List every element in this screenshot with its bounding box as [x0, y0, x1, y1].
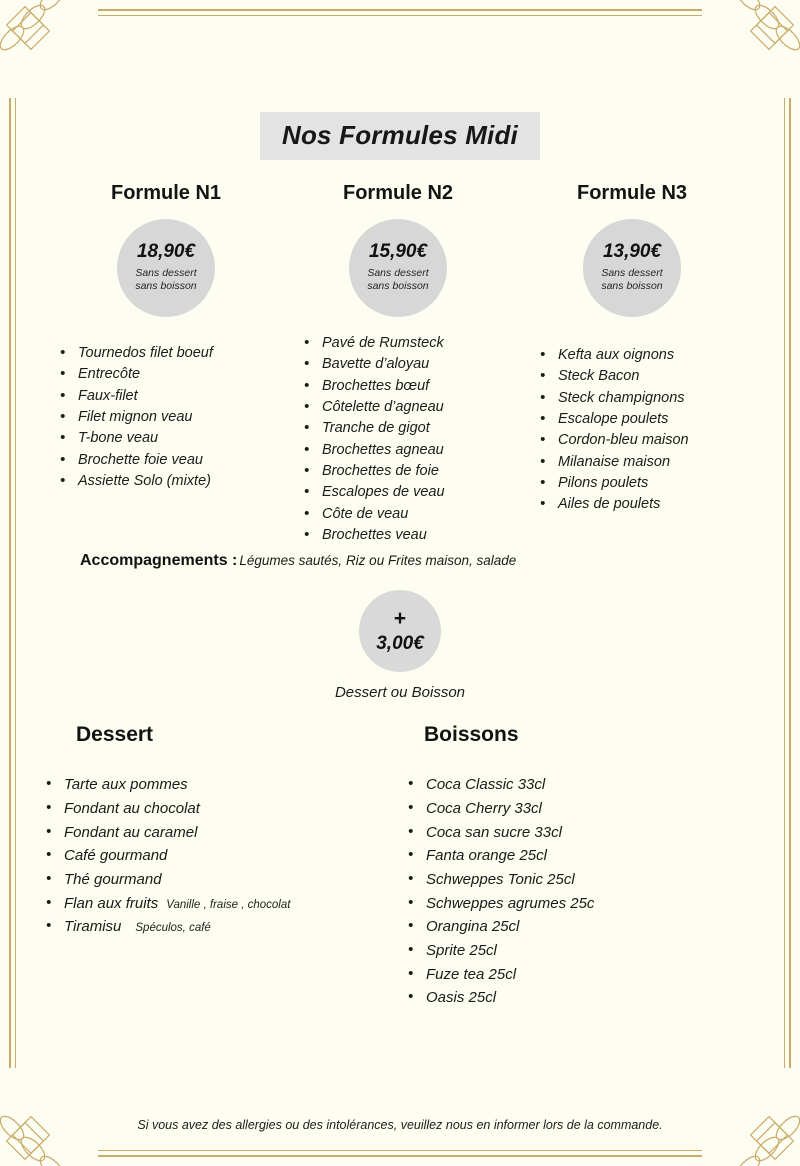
list-item: • Steck champignons	[538, 388, 750, 409]
list-item: • Côte de veau	[302, 504, 514, 525]
list-item: • Fanta orange 25cl	[406, 844, 766, 868]
dessert-section	[34, 723, 400, 1010]
list-item: • Milanaise maison	[538, 452, 750, 473]
list-item: • Coca Cherry 33cl	[406, 797, 766, 821]
list-item-annotation: Vanille , fraise , chocolat	[166, 898, 291, 911]
price-badge	[117, 219, 215, 317]
list-item-label: Tiramisu	[64, 918, 122, 936]
list-item	[44, 797, 400, 821]
list-item: • Schweppes agrumes 25c	[406, 892, 766, 916]
list-item: • Coca Classic 33cl	[406, 773, 766, 797]
price-badge	[349, 219, 447, 317]
price-badge	[583, 219, 681, 317]
list-item	[44, 773, 400, 797]
price-amount: 15,90€	[368, 240, 428, 262]
price-amount: 18,90€	[136, 240, 196, 262]
list-item: • Tournedos filet boeuf	[58, 343, 282, 364]
page-title: Nos Formules Midi	[260, 112, 540, 160]
list-item: • Entrecôte	[58, 364, 282, 385]
list-item: • Brochettes veau	[302, 525, 514, 546]
formule-title: Formule N3	[576, 182, 688, 204]
price-note	[367, 267, 428, 294]
formule-item-list-2	[282, 333, 514, 546]
list-item	[44, 868, 400, 892]
list-item-label: Thé gourmand	[64, 870, 162, 888]
price-note-line2: sans boisson	[367, 280, 429, 293]
list-item: • Oasis 25cl	[406, 986, 766, 1010]
list-item: • Orangina 25cl	[406, 915, 766, 939]
list-item-annotation: Spéculos, café	[135, 922, 211, 935]
list-item: • Pavé de Rumsteck	[302, 333, 514, 354]
accompagnements-label: Accompagnements :	[80, 552, 238, 570]
list-item-label: Tarte aux pommes	[64, 776, 188, 794]
list-item: • T-bone veau	[58, 428, 282, 449]
supplement-plus: +	[393, 607, 407, 631]
list-item: • Brochette foie veau	[58, 450, 282, 471]
list-item: • Schweppes Tonic 25cl	[406, 868, 766, 892]
list-item: • Sprite 25cl	[406, 939, 766, 963]
boissons-heading: Boissons	[424, 723, 519, 747]
dessert-item-list	[34, 773, 400, 939]
list-item-label: Fondant au caramel	[64, 823, 198, 841]
price-amount: 13,90€	[602, 240, 662, 262]
price-note	[135, 267, 196, 294]
formule-item-list-3	[514, 345, 750, 516]
dessert-heading: Dessert	[76, 723, 154, 747]
list-item: • Steck Bacon	[538, 366, 750, 387]
formule-item-list-1	[50, 343, 282, 492]
list-item: • Bavette d’aloyau	[302, 354, 514, 375]
list-item-label: Flan aux fruits	[64, 894, 159, 912]
formule-title: Formule N1	[110, 182, 222, 204]
list-item: • Coca san sucre 33cl	[406, 821, 766, 845]
price-note-line2: sans boisson	[601, 280, 663, 293]
price-note-line1: Sans dessert	[135, 266, 197, 279]
supplement-amount: 3,00€	[376, 633, 424, 655]
formule-column-2	[282, 182, 514, 546]
list-item: • Côtelette d’agneau	[302, 397, 514, 418]
list-item: • Tranche de gigot	[302, 418, 514, 439]
list-item: • Filet mignon veau	[58, 407, 282, 428]
boissons-item-list	[400, 773, 766, 1010]
list-item	[44, 821, 400, 845]
list-item: • Escalope poulets	[538, 409, 750, 430]
list-item: • Brochettes agneau	[302, 440, 514, 461]
price-note	[601, 267, 662, 294]
accompagnements-row	[34, 552, 766, 570]
list-item: • Cordon-bleu maison	[538, 430, 750, 451]
price-note-line1: Sans dessert	[367, 266, 429, 279]
list-item: • Brochettes de foie	[302, 461, 514, 482]
list-item: • Kefta aux oignons	[538, 345, 750, 366]
list-item: • Assiette Solo (mixte)	[58, 471, 282, 492]
list-item-label: Café gourmand	[64, 847, 168, 865]
list-item	[44, 844, 400, 868]
boissons-section	[400, 723, 766, 1010]
list-item: • Brochettes bœuf	[302, 376, 514, 397]
allergy-notice: Si vous avez des allergies ou des intolérances, veuillez nous en informer lors de la commande.	[137, 1118, 663, 1132]
list-item: • Faux-filet	[58, 386, 282, 407]
title-container	[34, 112, 766, 160]
price-note-line2: sans boisson	[135, 280, 197, 293]
list-item: • Fuze tea 25cl	[406, 963, 766, 987]
list-item: • Ailes de poulets	[538, 494, 750, 515]
supplement-section	[34, 590, 766, 701]
formule-column-3	[514, 182, 750, 546]
list-item	[44, 892, 400, 916]
list-item: • Escalopes de veau	[302, 482, 514, 503]
supplement-caption: Dessert ou Boisson	[334, 684, 466, 702]
accompagnements-value: Légumes sautés, Riz ou Frites maison, salade	[239, 553, 517, 569]
supplement-badge	[359, 590, 441, 672]
formule-title: Formule N2	[342, 182, 454, 204]
price-note-line1: Sans dessert	[601, 266, 663, 279]
bottom-sections	[34, 723, 766, 1010]
list-item-label: Fondant au chocolat	[64, 799, 200, 817]
formules-grid	[34, 182, 766, 546]
list-item	[44, 915, 400, 939]
formule-column-1	[50, 182, 282, 546]
list-item: • Pilons poulets	[538, 473, 750, 494]
